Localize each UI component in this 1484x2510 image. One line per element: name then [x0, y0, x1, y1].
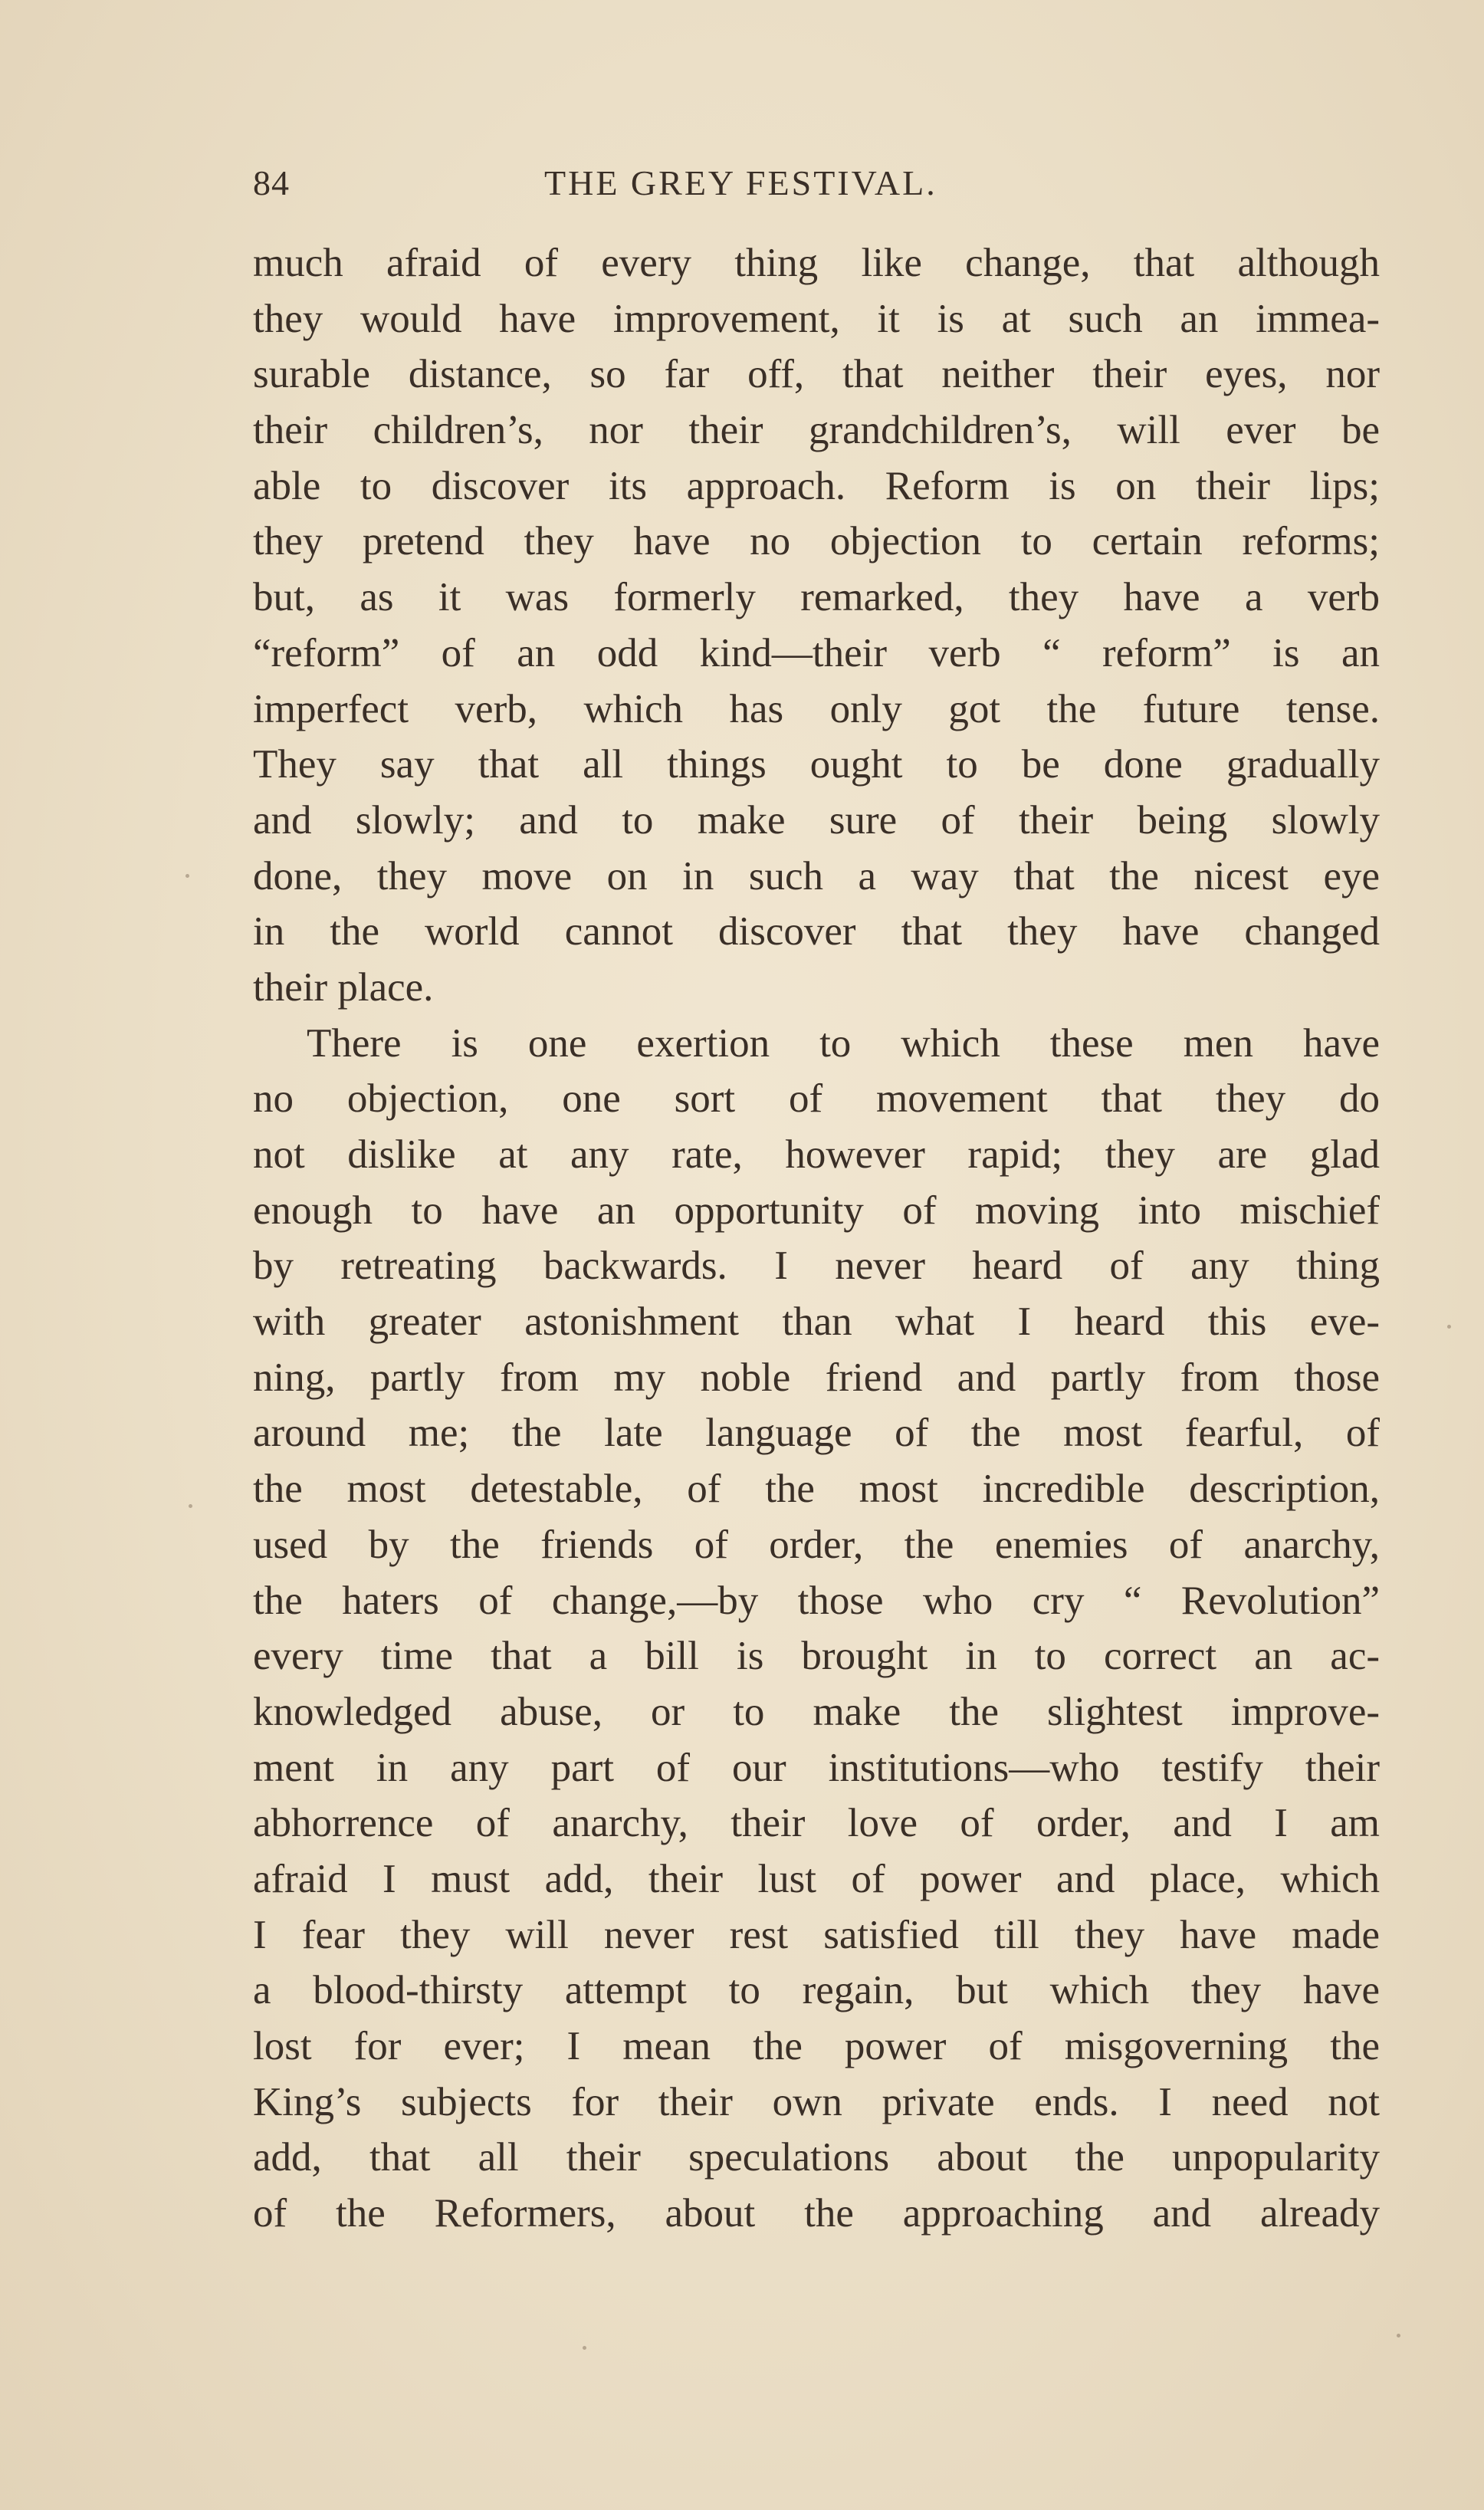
text-line: imperfect verb, which has only got the future tense. — [253, 686, 1380, 731]
text-line: ning, partly from my noble friend and partly from those — [253, 1355, 1380, 1400]
paper-speck — [189, 1504, 192, 1508]
text-line: in the world cannot discover that they have changed — [253, 909, 1380, 954]
text-line: I fear they will never rest satisfied till they have made — [253, 1912, 1380, 1957]
text-line: “reform” of an odd kind—their verb “ reform” is an — [253, 630, 1380, 675]
text-line: but, as it was formerly remarked, they have a verb — [253, 575, 1380, 620]
text-line: done, they move on in such a way that the nicest eye — [253, 853, 1380, 899]
paper-speck — [1447, 1325, 1451, 1329]
text-line: with greater astonishment than what I heard this eve- — [253, 1299, 1380, 1345]
page-number: 84 — [253, 163, 290, 202]
text-line: surable distance, so far off, that neither their eyes, nor — [253, 352, 1380, 397]
paper-speck — [1397, 2334, 1400, 2338]
text-line: abhorrence of anarchy, their love of order, and I am — [253, 1801, 1380, 1846]
text-line: their children’s, nor their grandchildren’s, will ever be — [253, 408, 1380, 453]
text-line: enough to have an opportunity of moving into mischief — [253, 1188, 1380, 1233]
text-line: of the Reformers, about the approaching and already — [253, 2191, 1380, 2236]
paper-speck — [186, 874, 189, 878]
text-line: ment in any part of our institutions—who testify their — [253, 1745, 1380, 1790]
text-line: knowledged abuse, or to make the slightest improve- — [253, 1689, 1380, 1734]
text-line: add, that all their speculations about the unpopularity — [253, 2135, 1380, 2180]
text-line: around me; the late language of the most fearful, of — [253, 1411, 1380, 1456]
paper-speck — [583, 2346, 586, 2350]
text-line: used by the friends of order, the enemies of anarchy, — [253, 1522, 1380, 1567]
text-line: they would have improvement, it is at such an immea- — [253, 296, 1380, 341]
running-head: THE GREY FESTIVAL. — [544, 163, 937, 202]
text-line: a blood-thirsty attempt to regain, but which they have — [253, 1968, 1380, 2013]
paragraph-1 — [253, 235, 1380, 1016]
text-line: they pretend they have no objection to certain reforms; — [253, 519, 1380, 564]
body-text — [253, 235, 1380, 2242]
text-line: not dislike at any rate, however rapid; they are glad — [253, 1132, 1380, 1177]
page-header — [253, 163, 1357, 216]
text-line: There is one exertion to which these men have — [307, 1020, 1380, 1066]
text-line: the haters of change,—by those who cry “ Revolution” — [253, 1578, 1380, 1623]
text-line: King’s subjects for their own private ends. I need not — [253, 2079, 1380, 2124]
text-line: much afraid of every thing like change, that although — [253, 241, 1380, 285]
text-line: their place. — [253, 964, 434, 1010]
text-line: the most detestable, of the most incredible description, — [253, 1467, 1380, 1512]
text-line: afraid I must add, their lust of power and place, which — [253, 1856, 1380, 1901]
paragraph-2 — [253, 1016, 1380, 2242]
text-line: lost for ever; I mean the power of misgoverning the — [253, 2024, 1380, 2068]
text-line: every time that a bill is brought in to correct an ac- — [253, 1634, 1380, 1679]
text-line: able to discover its approach. Reform is on their lips; — [253, 463, 1380, 508]
text-line: and slowly; and to make sure of their being slowly — [253, 797, 1380, 843]
text-line: no objection, one sort of movement that they do — [253, 1076, 1380, 1122]
text-line: They say that all things ought to be done gradually — [253, 742, 1380, 787]
text-line: by retreating backwards. I never heard of any thing — [253, 1244, 1380, 1289]
